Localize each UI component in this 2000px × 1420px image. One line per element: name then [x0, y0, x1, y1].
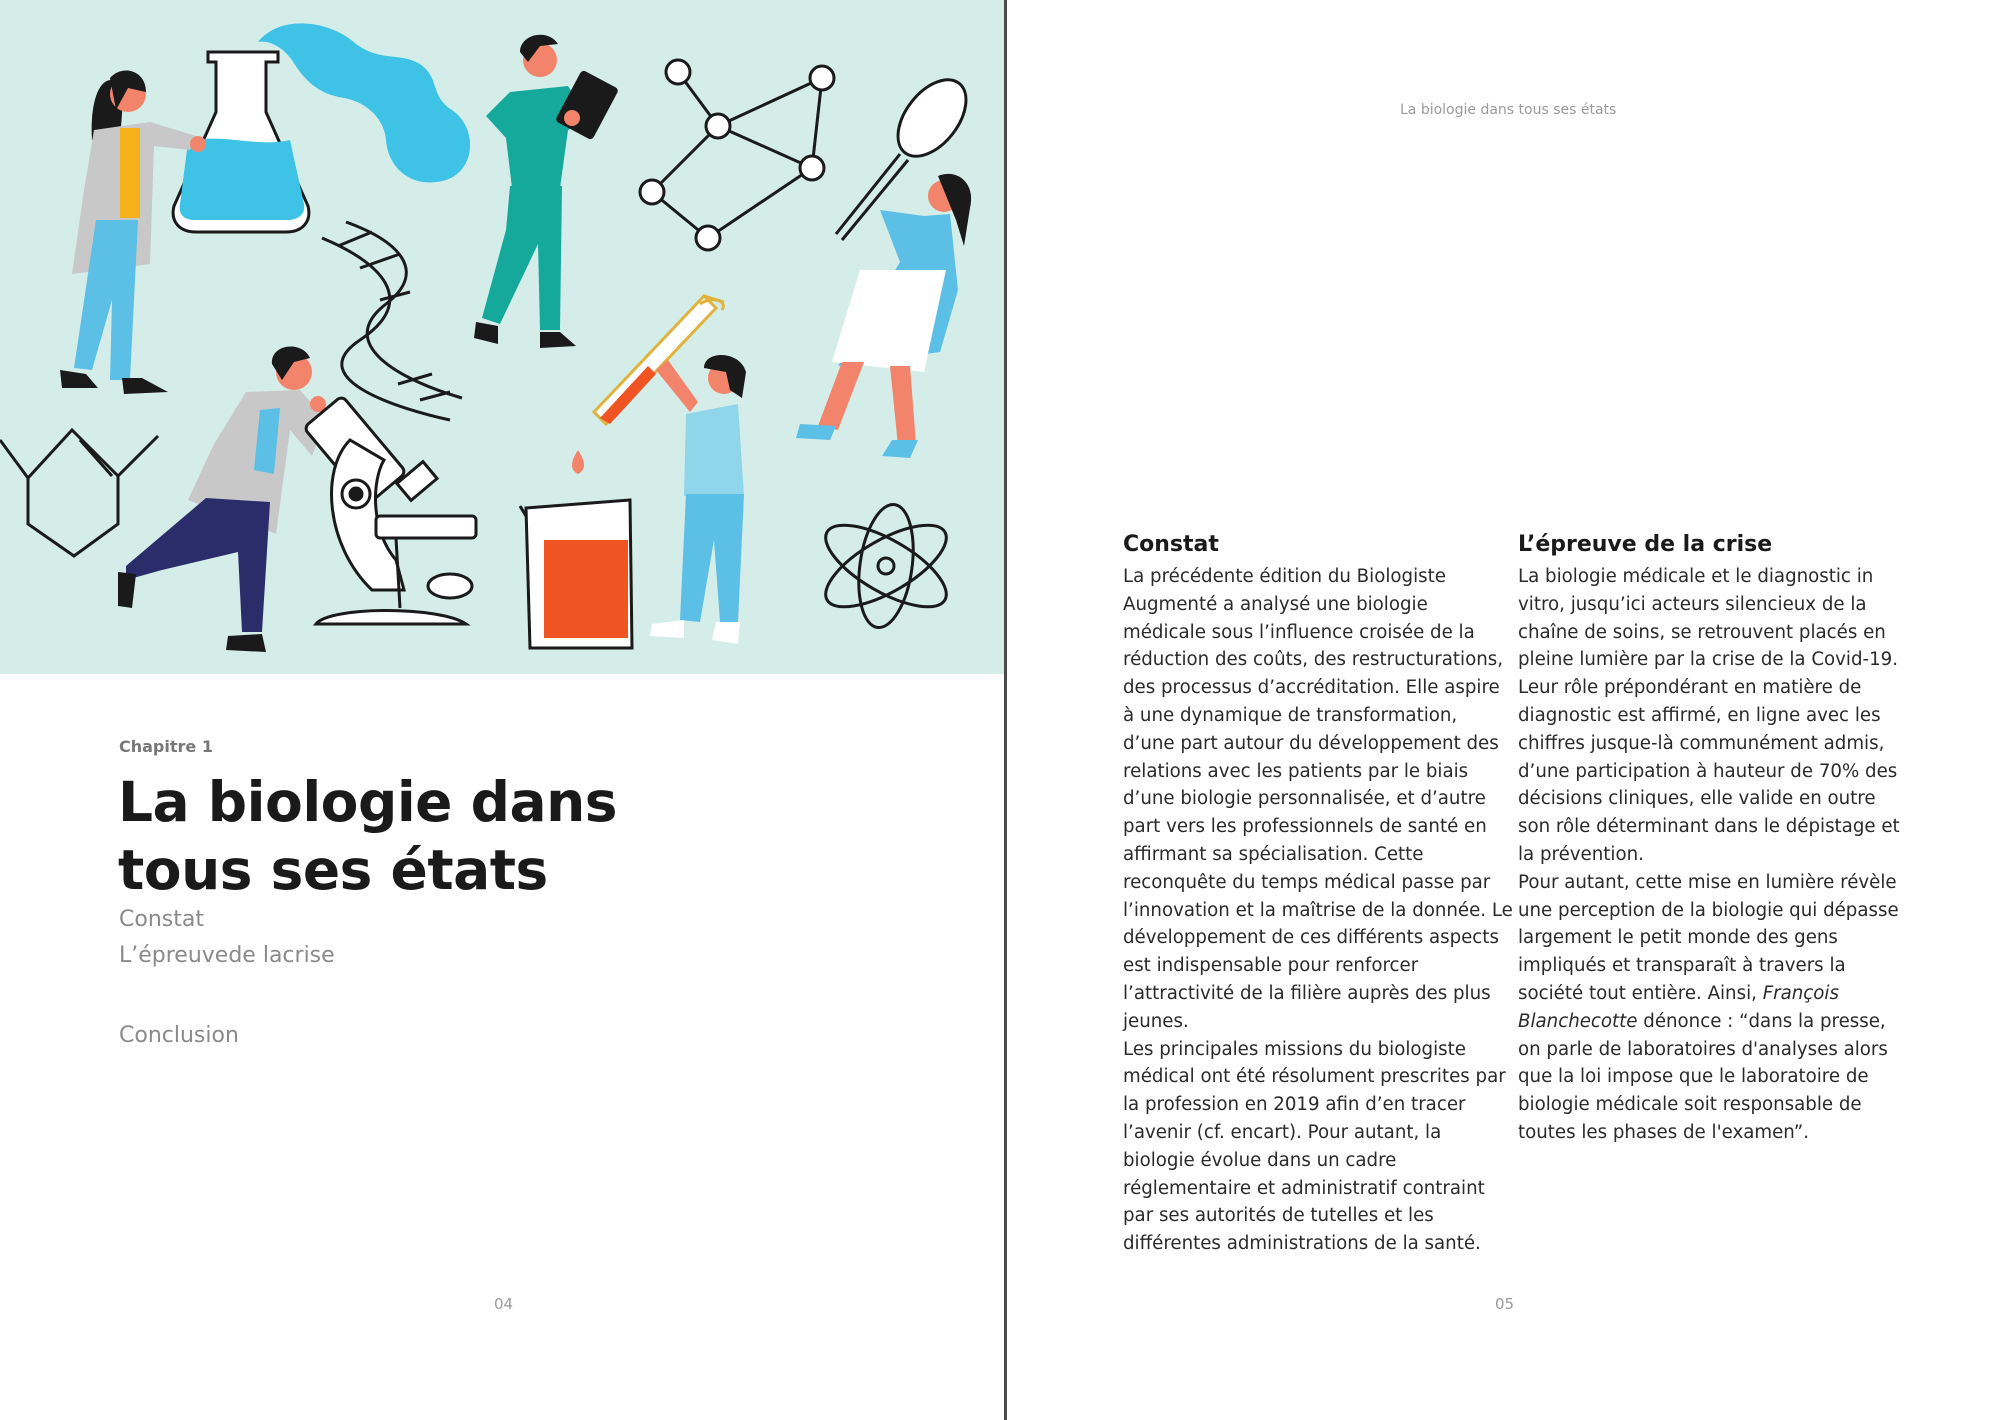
- scientist-man-tablet-icon: [474, 35, 619, 348]
- epreuve-paragraph-1: La biologie médicale et le diagnostic in vitro, jusqu’ici acteurs silencieux de la chaîne de soins, se retrouvent placés en pleine lumière par la crise de la Covid-19. Leur rôle prépondérant en matière de diagnostic est affirmé, en ligne avec les chiffres jusque-là communément admis, d’une participation à hauteur de 70% des décisions cliniques, elle valide en outre son rôle déterminant dans le dépistage et la prévention.: [1518, 566, 1900, 865]
- scientist-woman-2-icon: [796, 174, 971, 458]
- toc-item-epreuve[interactable]: L’épreuvede lacrise: [119, 943, 335, 968]
- section-heading-epreuve: L’épreuve de la crise: [1518, 532, 1773, 557]
- constat-paragraph-2: Les principales missions du biologiste médical ont été résolument prescrites par la profession en 2019 afin d’en tracer l’avenir (cf. encart). Pour autant, la biologie évolue dans un cadre réglementaire et administratif contraint par ses autorités de tutelles et les différentes administrations de la santé.: [1123, 1038, 1506, 1255]
- chapter-title-line-1: La biologie dans: [118, 770, 618, 834]
- toc-item-constat[interactable]: Constat: [119, 907, 204, 932]
- microscope-icon: [304, 396, 476, 624]
- right-page: [1008, 0, 2000, 1414]
- toc-item-conclusion[interactable]: Conclusion: [119, 1023, 239, 1048]
- running-head: La biologie dans tous ses états: [1400, 102, 1617, 118]
- section-constat: [1123, 531, 1513, 1258]
- epreuve-paragraph-2: [1518, 869, 1908, 1147]
- molecule-icon: [640, 60, 834, 250]
- chapter-title-line-2: tous ses états: [118, 838, 548, 902]
- hero-illustration: [0, 0, 1004, 674]
- page-number-left: 04: [494, 1295, 514, 1313]
- section-epreuve-crise: [1518, 531, 1908, 1147]
- beaker-icon: [520, 450, 632, 648]
- epreuve-paragraph-2-start: Pour autant, cette mise en lumière révèle une perception de la biologie qui dépasse largement le petit monde des gens impliqués et transparaît à travers la société tout entière. Ainsi,: [1518, 871, 1899, 1004]
- book-spine-divider: [1004, 0, 1007, 1420]
- chapter-title: [118, 768, 738, 904]
- chapter-label: Chapitre 1: [119, 737, 213, 756]
- section-heading-constat: Constat: [1123, 532, 1219, 557]
- pipette-icon: [594, 296, 724, 424]
- atom-icon: [814, 501, 958, 631]
- epreuve-paragraph-2-end: dénonce : “dans la presse, on parle de laboratoires d'analyses alors que la loi impose que le laboratoire de biologie médicale soit responsable de toutes les phases de l'examen”.: [1518, 1010, 1888, 1143]
- constat-paragraph-1: La précédente édition du Biologiste Augmenté a analysé une biologie médicale sous l’influence croisée de la réduction des coûts, des restructurations, des processus d’accréditation. Elle aspire à une dynamique de transformation, d’une part autour du développement des relations avec les patients par le biais d’une biologie personnalisée, et d’autre part vers les professionnels de santé en affirmant sa spécialisation. Cette reconquête du temps médical passe par l’innovation et la maîtrise de la donnée. Le développement de ces différents aspects est indispensable pour renforcer l’attractivité de la filière auprès des plus jeunes.: [1123, 566, 1513, 1032]
- dna-helix-icon: [322, 222, 462, 420]
- scientist-woman-1-icon: [60, 70, 206, 394]
- hexagon-molecule-icon: [0, 430, 158, 556]
- quoted-person-name: François Blanchecotte: [1518, 982, 1839, 1032]
- table-of-contents: [119, 902, 335, 1054]
- page-number-right: 05: [1495, 1295, 1515, 1313]
- scientist-woman-3-icon: [650, 355, 746, 644]
